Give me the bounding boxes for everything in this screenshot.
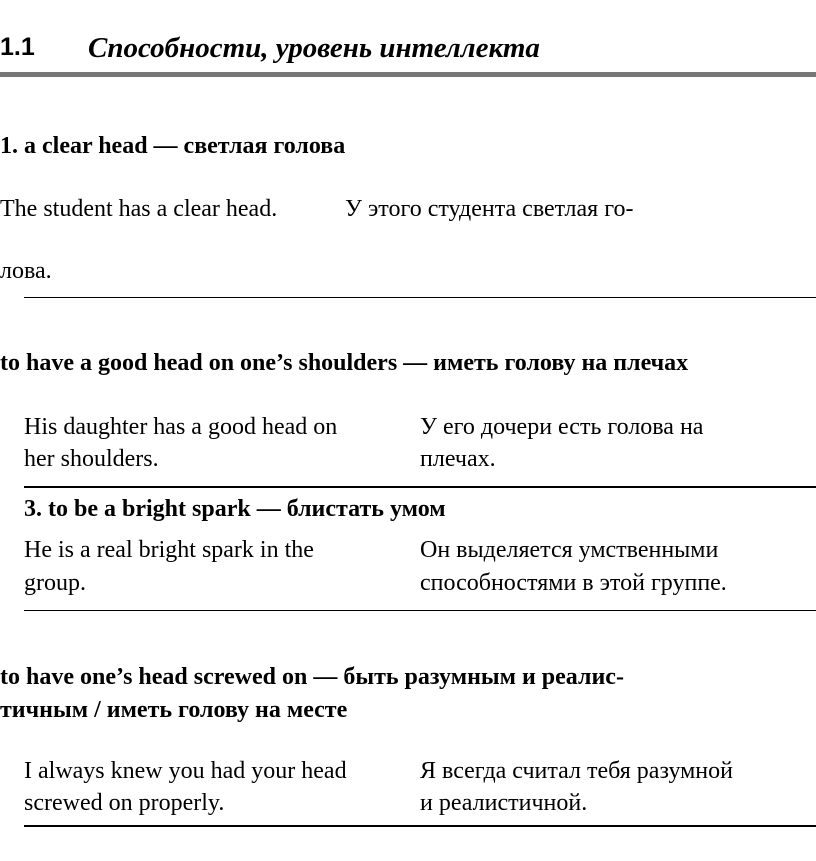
- entry-1-heading: 1. a clear head — светлая голова: [0, 133, 346, 159]
- section-title: Способности, уровень интеллекта: [88, 32, 540, 64]
- entry-1-english: The student has a clear head.: [0, 196, 278, 222]
- entry-1-divider: [24, 297, 816, 298]
- entry-2-english-line-1: His daughter has a good head on: [24, 414, 338, 440]
- entry-1-russian-line-1: У этого студента светлая го-: [345, 196, 634, 222]
- entry-1-russian-line-2: лова.: [0, 258, 52, 284]
- section-title-rule: [0, 72, 816, 77]
- entry-4-divider: [24, 825, 816, 827]
- entry-2-russian-line-1: У его дочери есть голова на: [420, 414, 704, 440]
- entry-2-heading: to have a good head on one’s shoulders — иметь голову на плечах: [0, 350, 689, 376]
- entry-3-english-line-2: group.: [24, 570, 86, 596]
- entry-4-russian-line-1: Я всегда считал тебя разумной: [420, 758, 733, 784]
- entry-3-russian-line-1: Он выделяется умственными: [420, 537, 719, 563]
- entry-4-heading-line-2: тичным / иметь голову на месте: [0, 697, 348, 723]
- entry-3-heading: 3. to be a bright spark — блистать умом: [24, 496, 446, 522]
- entry-4-english-line-2: screwed on properly.: [24, 790, 225, 816]
- section-number: 1.1: [0, 33, 35, 61]
- entry-3-russian-line-2: способностями в этой группе.: [420, 570, 727, 596]
- entry-2-russian-line-2: плечах.: [420, 446, 496, 472]
- entry-3-divider: [24, 610, 816, 611]
- entry-4-english-line-1: I always knew you had your head: [24, 758, 347, 784]
- entry-4-russian-line-2: и реалистичной.: [420, 790, 588, 816]
- entry-2-english-line-2: her shoulders.: [24, 446, 159, 472]
- entry-4-heading-line-1: to have one’s head screwed on — быть разумным и реалис-: [0, 664, 624, 690]
- entry-2-divider: [24, 486, 816, 488]
- entry-3-english-line-1: He is a real bright spark in the: [24, 537, 314, 563]
